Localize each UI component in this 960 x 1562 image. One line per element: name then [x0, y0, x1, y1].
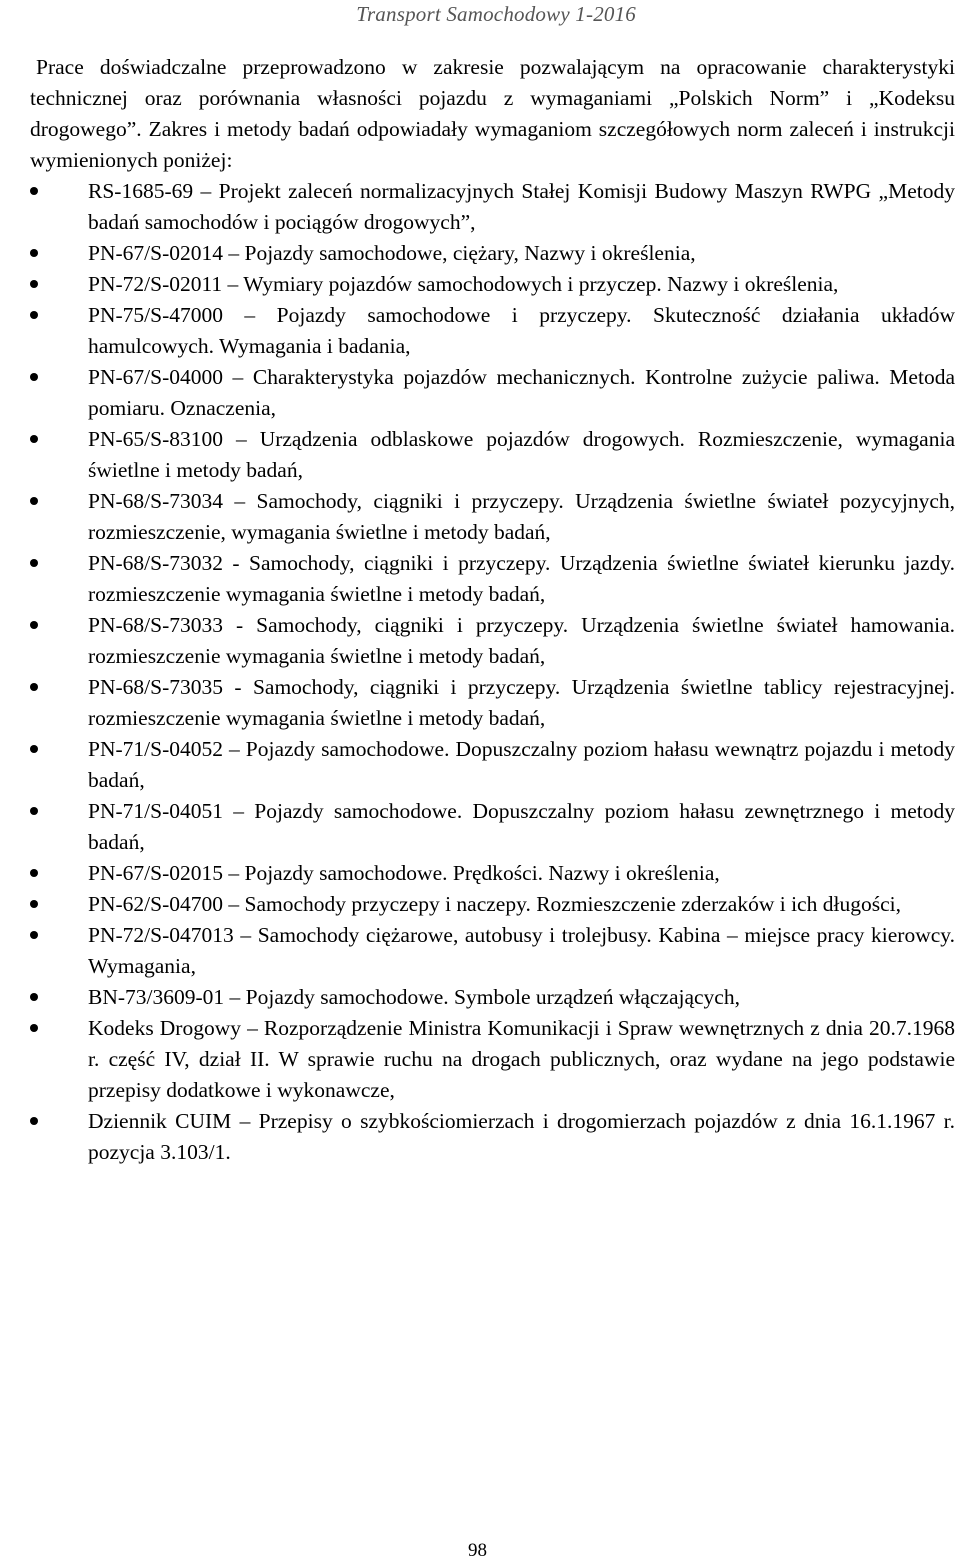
list-item	[30, 238, 955, 269]
list-item	[30, 858, 955, 889]
list-item-text: PN-67/S-02015 – Pojazdy samochodowe. Prędkości. Nazwy i określenia,	[88, 861, 720, 885]
list-item-text: PN-68/S-73033 - Samochody, ciągniki i przyczepy. Urządzenia świetlne świateł hamowania. rozmieszczenie wymagania świetlne i metody badań,	[88, 613, 955, 668]
bullet-icon	[30, 249, 38, 257]
bullet-icon	[30, 621, 38, 629]
bullet-icon	[30, 373, 38, 381]
bullet-icon	[30, 280, 38, 288]
list-item	[30, 1013, 955, 1106]
running-header: Transport Samochodowy 1-2016	[356, 2, 636, 26]
bullet-icon	[30, 559, 38, 567]
bullet-icon	[30, 869, 38, 877]
list-item-text: Dziennik CUIM – Przepisy o szybkościomierzach i drogomierzach pojazdów z dnia 16.1.1967 r. pozycja 3.103/1.	[88, 1109, 955, 1164]
list-item-text: PN-68/S-73034 – Samochody, ciągniki i przyczepy. Urządzenia świetlne świateł pozycyjnych, rozmieszczenie, wymagania świetlne i metody badań,	[88, 489, 955, 544]
list-item-text: PN-71/S-04051 – Pojazdy samochodowe. Dopuszczalny poziom hałasu zewnętrznego i metody badań,	[88, 799, 955, 854]
list-item-text: PN-68/S-73035 - Samochody, ciągniki i przyczepy. Urządzenia świetlne tablicy rejestracyjnej. rozmieszczenie wymagania świetlne i metody badań,	[88, 675, 955, 730]
list-item	[30, 672, 955, 734]
list-item-text: PN-62/S-04700 – Samochody przyczepy i naczepy. Rozmieszczenie zderzaków i ich długości,	[88, 892, 901, 916]
list-item	[30, 734, 955, 796]
list-item	[30, 920, 955, 982]
list-item-text: PN-65/S-83100 – Urządzenia odblaskowe pojazdów drogowych. Rozmieszczenie, wymagania świetlne i metody badań,	[88, 427, 955, 482]
page-number: 98	[468, 1540, 487, 1561]
list-item	[30, 362, 955, 424]
bullet-icon	[30, 435, 38, 443]
bullet-icon	[30, 807, 38, 815]
list-item	[30, 176, 955, 238]
bullet-icon	[30, 993, 38, 1001]
bullet-icon	[30, 683, 38, 691]
bullet-icon	[30, 497, 38, 505]
list-item	[30, 982, 955, 1013]
list-item	[30, 889, 955, 920]
document-body	[30, 52, 955, 1168]
list-item	[30, 796, 955, 858]
bullet-icon	[30, 311, 38, 319]
list-item	[30, 269, 955, 300]
list-item-text: PN-68/S-73032 - Samochody, ciągniki i przyczepy. Urządzenia świetlne świateł kierunku jazdy. rozmieszczenie wymagania świetlne i metody badań,	[88, 551, 955, 606]
bullet-icon	[30, 187, 38, 195]
bullet-icon	[30, 931, 38, 939]
list-item-text: Kodeks Drogowy – Rozporządzenie Ministra Komunikacji i Spraw wewnętrznych z dnia 20.7.1968 r. część IV, dział II. W sprawie ruchu na drogach publicznych, oraz wydane na jego podstawie przepisy dodatkowe i wykonawcze,	[88, 1016, 955, 1102]
list-item-text: PN-75/S-47000 – Pojazdy samochodowe i przyczepy. Skuteczność działania układów hamulcowych. Wymagania i badania,	[88, 303, 955, 358]
list-item	[30, 1106, 955, 1168]
bullet-icon	[30, 1117, 38, 1125]
bullet-icon	[30, 745, 38, 753]
list-item	[30, 300, 955, 362]
list-item	[30, 610, 955, 672]
list-item-text: PN-72/S-047013 – Samochody ciężarowe, autobusy i trolejbusy. Kabina – miejsce pracy kierowcy. Wymagania,	[88, 923, 955, 978]
list-item-text: PN-67/S-02014 – Pojazdy samochodowe, ciężary, Nazwy i określenia,	[88, 241, 696, 265]
list-item-text: PN-71/S-04052 – Pojazdy samochodowe. Dopuszczalny poziom hałasu wewnątrz pojazdu i metody badań,	[88, 737, 955, 792]
bullet-icon	[30, 900, 38, 908]
list-item	[30, 424, 955, 486]
bullet-icon	[30, 1024, 38, 1032]
list-item	[30, 548, 955, 610]
standards-list	[30, 176, 955, 1168]
list-item-text: PN-67/S-04000 – Charakterystyka pojazdów mechanicznych. Kontrolne zużycie paliwa. Metoda pomiaru. Oznaczenia,	[88, 365, 955, 420]
list-item-text: RS-1685-69 – Projekt zaleceń normalizacyjnych Stałej Komisji Budowy Maszyn RWPG „Metody badań samochodów i pociągów drogowych”,	[88, 179, 955, 234]
intro-paragraph: Prace doświadczalne przeprowadzono w zakresie pozwalającym na opracowanie charakterystyki technicznej oraz porównania własności pojazdu z wymaganiami „Polskich Norm” i „Kodeksu drogowego”. Zakres i metody badań odpowiadały wymaganiom szczegółowych norm zaleceń i instrukcji wymienionych poniżej:	[30, 55, 955, 172]
list-item-text: PN-72/S-02011 – Wymiary pojazdów samochodowych i przyczep. Nazwy i określenia,	[88, 272, 839, 296]
list-item	[30, 486, 955, 548]
list-item-text: BN-73/3609-01 – Pojazdy samochodowe. Symbole urządzeń włączających,	[88, 985, 740, 1009]
